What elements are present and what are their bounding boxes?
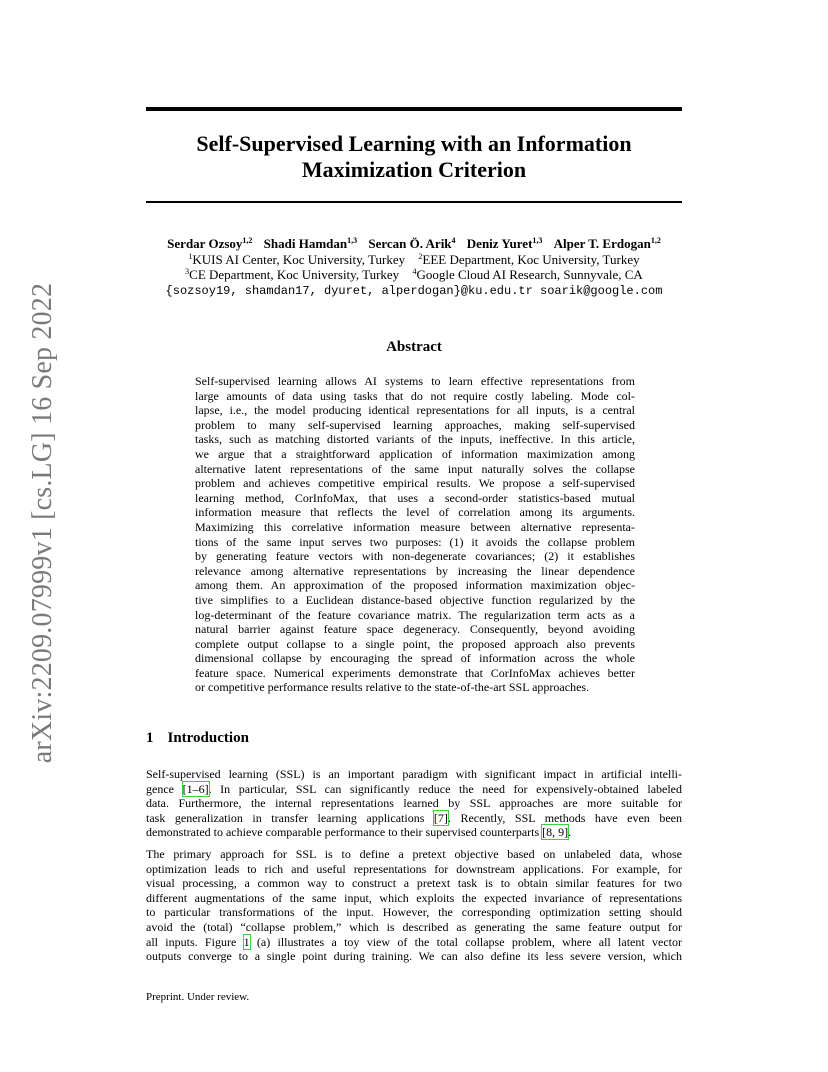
figure-reference-link[interactable]: 1	[243, 934, 250, 949]
abstract-line: large amounts of data using tasks that do not require costly labeling. Mode col-	[195, 388, 635, 403]
section-title: Introduction	[167, 730, 249, 746]
arxiv-stamp: arXiv:2209.07999v1 [cs.LG] 16 Sep 2022	[27, 282, 58, 764]
affiliation: $^3$CE Department, Koc University, Turkey	[185, 267, 400, 282]
text-line: data. Furthermore, the internal representations learned by SSL approaches are more suitable for	[146, 796, 682, 811]
abstract-heading: Abstract	[386, 339, 442, 355]
section-number: 1	[146, 730, 154, 746]
author: Alper T. Erdogan$^{1,2}$	[553, 236, 661, 251]
abstract-line: log-determinant of the feature covariance matrix. The regularization term acts as a	[195, 607, 635, 622]
title-top-rule	[146, 107, 682, 111]
abstract-line: Maximizing this correlative information measure between alternative representa-	[195, 519, 635, 534]
author: Deniz Yuret$^{1,3}$	[466, 236, 543, 251]
text-line: to particular transformations of the input. However, the corresponding optimization setting should	[146, 905, 682, 920]
affiliation: $^1$KUIS AI Center, Koc University, Turkey	[188, 251, 406, 267]
abstract-line: alternative latent representations of the same input naturally solves the collapse	[195, 461, 635, 476]
text-line: all inputs. Figure 1 (a) illustrates a toy view of the total collapse problem, where all latent vector	[146, 934, 682, 949]
author: Sercan Ö. Arik$^4$	[368, 236, 456, 251]
affiliation: $^2$EEE Department, Koc University, Turkey	[418, 251, 640, 267]
title-bottom-rule	[146, 201, 682, 203]
text-line: The primary approach for SSL is to define a pretext objective based on unlabeled data, whose	[146, 847, 682, 861]
abstract-line: problem to many self-supervised learning approaches, making self-supervised	[195, 417, 635, 432]
abstract-line: by generating feature vectors with non-degenerate covariances; (2) it establishes	[195, 549, 635, 564]
abstract-line: tasks, such as matching distorted variants of the inputs, ineffective. In this article,	[195, 432, 635, 447]
text-line: optimization leads to rich and useful representations for downstream applications. For example, for	[146, 861, 682, 876]
abstract-line: lapse, i.e., the model producing identical representations for all inputs, is a central	[195, 403, 635, 418]
abstract-line: we argue that a straightforward application of information maximization among	[195, 446, 635, 461]
citation-link[interactable]: [1–6]	[182, 781, 209, 796]
text-line: Self-supervised learning (SSL) is an important paradigm with significant impact in artificial intelli-	[146, 767, 682, 781]
abstract-line: tive simplifies to a Euclidean distance-based objective function regularized by the	[195, 592, 635, 607]
title-line-2: Maximization Criterion	[301, 157, 527, 182]
text-line: visual processing, a common way to construct a pretext task is to obtain similar features for two	[146, 876, 682, 891]
author: Serdar Ozsoy$^{1,2}$	[167, 236, 253, 251]
abstract-line: learning method, CorInfoMax, that uses a second-order statistics-based mutual	[195, 490, 635, 505]
abstract-line: Self-supervised learning allows AI systems to learn effective representations from	[195, 374, 635, 388]
author-names	[126, 236, 702, 252]
abstract-line: tions of the same input serves two purposes: (1) it avoids the collapse problem	[195, 534, 635, 549]
text-line: outputs converge to a single point during training. We can also define its less severe version, which	[146, 949, 682, 964]
abstract-body	[195, 374, 635, 695]
paper-title	[146, 131, 682, 183]
abstract-line: or competitive performance results relative to the state-of-the-art SSL approaches.	[195, 680, 590, 695]
section-heading-introduction	[146, 730, 249, 747]
text-line: gence [1–6]. In particular, SSL can significantly reduce the need for expensively-obtained labeled	[146, 781, 683, 796]
abstract-line: information measure that reflects the level of correlation among its arguments.	[195, 505, 635, 520]
affiliation-line-2	[126, 267, 702, 283]
citation-link[interactable]: [8, 9]	[542, 825, 569, 840]
author: Shadi Hamdan$^{1,3}$	[263, 236, 358, 251]
text-line: demonstrated to achieve comparable performance to their supervised counterparts [8, 9].	[146, 825, 572, 840]
intro-paragraph-2	[146, 847, 682, 964]
abstract-line: problem and achieves competitive empirical results. We propose a self-supervised	[195, 476, 635, 491]
text-line: different augmentations of the same input, which exploits the expected invariance of representations	[146, 890, 682, 905]
author-emails: {sozsoy19, shamdan17, dyuret, alperdogan}@ku.edu.tr soarik@google.com	[165, 283, 663, 298]
abstract-line: complete output collapse to a single point, the proposed approach also prevents	[195, 636, 635, 651]
affiliation-line-1	[126, 252, 702, 268]
abstract-line: feature space. Numerical experiments demonstrate that CorInfoMax achieves better	[195, 665, 635, 680]
title-line-1: Self-Supervised Learning with an Information	[196, 131, 632, 156]
text-line: task generalization in transfer learning applications [7]. Recently, SSL methods have even been	[146, 810, 682, 825]
intro-paragraph-1	[146, 767, 682, 840]
citation-link[interactable]: [7]	[433, 810, 448, 825]
footer-note: Preprint. Under review.	[146, 991, 250, 1003]
author-block	[126, 236, 702, 299]
abstract-line: natural barrier against feature space degeneracy. Consequently, beyond avoiding	[195, 622, 635, 637]
abstract-line: among them. An approximation of the proposed information maximization objec-	[195, 578, 635, 593]
abstract-line: dimensional collapse by encouraging the spread of information across the whole	[195, 651, 635, 666]
affiliation: $^4$Google Cloud AI Research, Sunnyvale, CA	[412, 267, 643, 282]
abstract-line: relevance among alternative representations by increasing the linear dependence	[195, 563, 635, 578]
text-line: avoid the (total) “collapse problem,” which is described as generating the same feature output for	[146, 919, 682, 934]
